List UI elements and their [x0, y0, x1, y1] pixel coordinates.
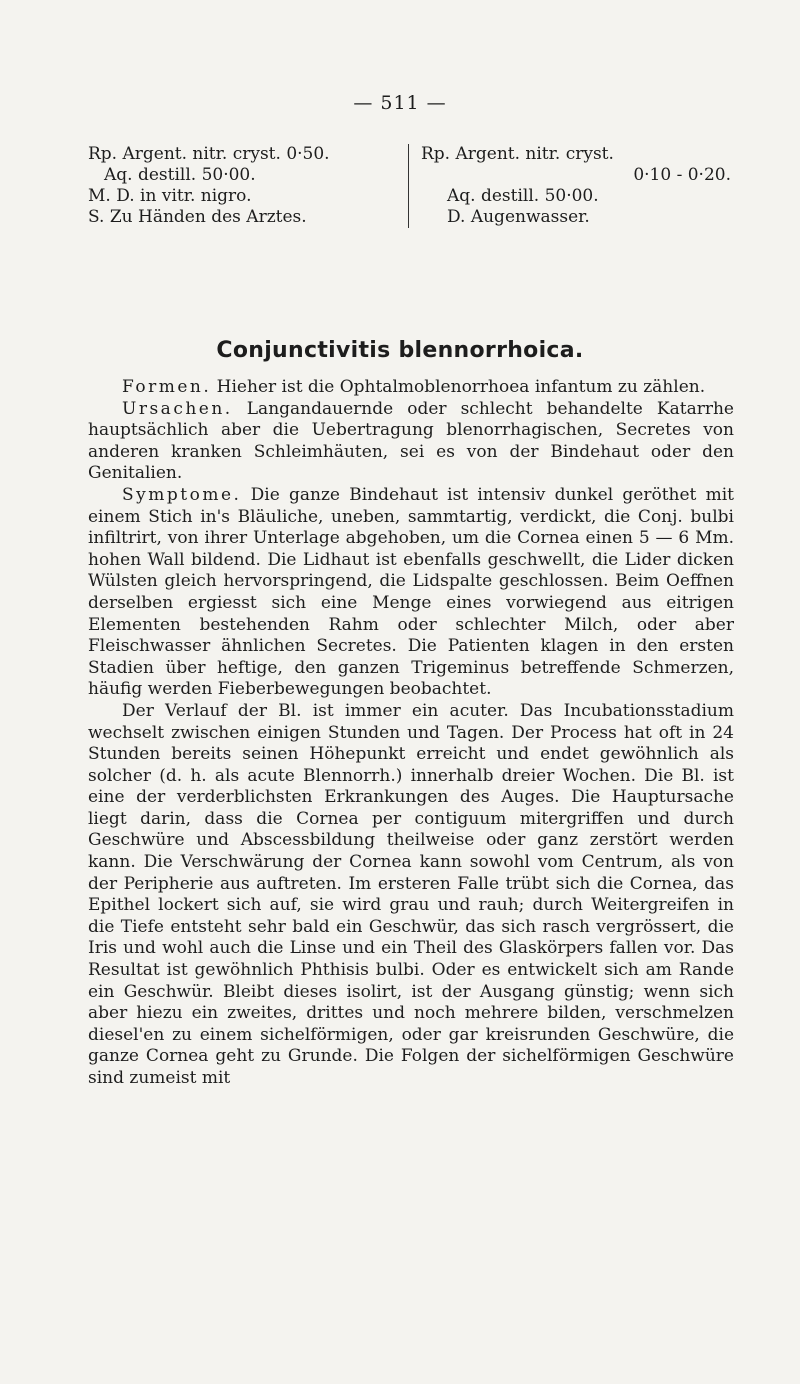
paragraph-text: Hieher ist die Ophtalmoblenorrhoea infantum zu zählen. [211, 377, 706, 397]
prescription-right-line: D. Augenwasser. [447, 207, 590, 227]
section-title: Conjunctivitis blennorrhoica. [216, 338, 584, 363]
prescription-left-line: S. Zu Händen des Arztes. [88, 207, 307, 227]
prescription-right-line: Rp. Argent. nitr. cryst. [421, 144, 614, 164]
body-text [88, 377, 734, 1090]
paragraph-label: Symptome. [122, 484, 242, 505]
paragraph-label: Formen. [122, 377, 212, 397]
prescription-right-line: Aq. destill. 50·00. [447, 186, 599, 206]
paragraph-label: Ursachen. [122, 398, 233, 419]
paragraph-text: Die ganze Bindehaut ist intensiv dunkel geröthet mit einem Stich in's Bläuliche, uneben, sammtartig, verdickt, die Conj. bulbi infiltrirt, von ihrer Unterlage abgehoben, um die Cornea einen 5 — 6 Mm. hohen Wall bildend. Die Lidhaut ist ebenfalls geschwellt, die Lider dicken Wülsten gleich hervorspringend, die Lidspalte geschlossen. Beim Oeffnen derselben ergiesst sich eine Menge eines vorwiegend aus eitrigen Elementen bestehenden Rahm oder schlechter Milch, oder aber Fleischwasser ähnlichen Secretes. Die Patienten klagen in den ersten Stadien über heftige, den ganzen Trigeminus betreffende Schmerzen, häufig werden Fieberbewegungen beobachtet. [88, 484, 734, 700]
prescription-right [408, 144, 741, 228]
paragraph-text: Langandauernde oder schlecht behandelte Katarrhe hauptsächlich aber die Uebertragung blenorrhagischen, Secretes von anderen kranken Schleimhäuten, sei es von der Bindehaut oder den Genitalien. [88, 398, 734, 484]
prescription-left-line: Rp. Argent. nitr. cryst. 0·50. [88, 144, 330, 164]
prescription-left-line: M. D. in vitr. nigro. [88, 186, 252, 206]
paragraph-ursachen [88, 399, 734, 485]
prescription-left-line: Aq. destill. 50·00. [104, 165, 256, 185]
paragraph-symptome [88, 485, 734, 701]
prescription-left [88, 144, 400, 228]
page-number: — 511 — [353, 92, 447, 114]
paragraph-formen [88, 377, 734, 399]
paragraph-verlauf: Der Verlauf der Bl. ist immer ein acuter. Das Incubationsstadium wechselt zwischen einigen Stunden und Tagen. Der Process hat oft in 24 Stunden bereits seinen Höhepunkt erreicht und endet gewöhnlich als solcher (d. h. als acute Blennorrh.) innerhalb dreier Wochen. Die Bl. ist eine der verderblichsten Erkrankungen des Auges. Die Hauptursache liegt darin, dass die Cornea per contiguum mitergriffen und durch Geschwüre und Abscessbildung theilweise oder ganz zerstört werden kann. Die Verschwärung der Cornea kann sowohl vom Centrum, als von der Peripherie aus auftreten. Im ersteren Falle trübt sich die Cornea, das Epithel lockert sich auf, sie wird grau und rauh; durch Weitergreifen in die Tiefe entsteht sehr bald ein Geschwür, das sich rasch vergrössert, die Iris und wohl auch die Linse und ein Theil des Glaskörpers fallen vor. Das Resultat ist gewöhnlich Phthisis bulbi. Oder es entwickelt sich am Rande ein Geschwür. Bleibt dieses isolirt, ist der Ausgang günstig; wenn sich aber hiezu ein zweites, drittes und noch mehrere bilden, verschmelzen diesel'en zu einem sichelförmigen, oder gar kreisrunden Geschwüre, die ganze Cornea geht zu Grunde. Die Folgen der sichelförmigen Geschwüre sind zumeist mit [88, 700, 734, 1088]
prescription-right-line: 0·10 - 0·20. [633, 165, 731, 185]
